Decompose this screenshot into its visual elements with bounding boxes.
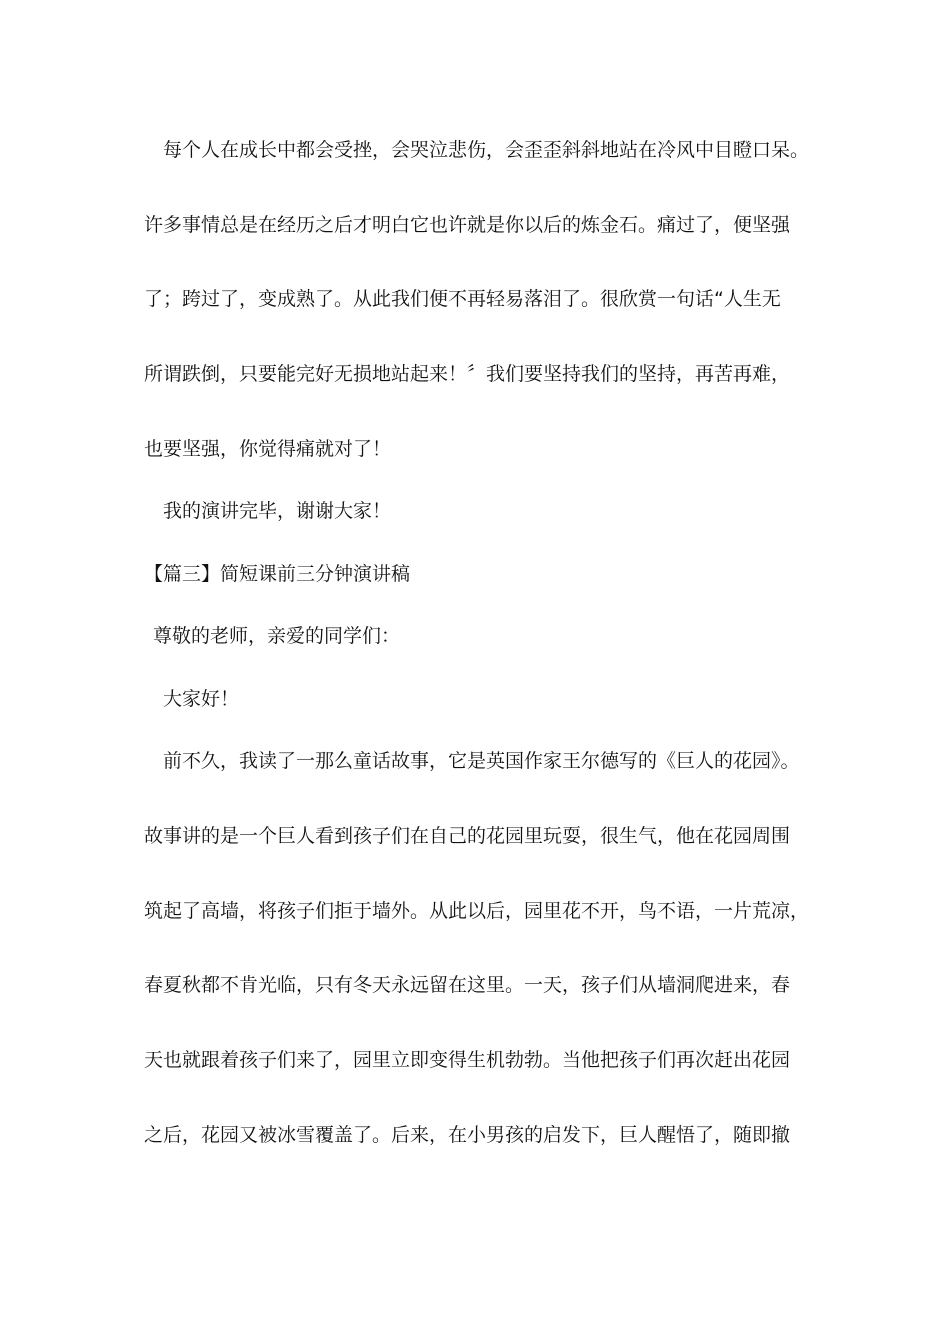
- section-heading: 【篇三】简短课前三分钟演讲稿: [144, 563, 411, 585]
- paragraph-line: 我的演讲完毕，谢谢大家！: [163, 500, 392, 522]
- paragraph-line: 许多事情总是在经历之后才明白它也许就是你以后的炼金石。痛过了，便坚强: [144, 214, 791, 236]
- paragraph-line: 每个人在成长中都会受挫，会哭泣悲伤，会歪歪斜斜地站在冷风中目瞪口呆。: [163, 139, 810, 161]
- paragraph-line: 春夏秋都不肯光临，只有冬天永远留在这里。一天，孩子们从墙洞爬进来，春: [144, 974, 791, 996]
- paragraph-line: 所谓跌倒，只要能完好无损地站起来！〞我们要坚持我们的坚持，再苦再难，: [144, 363, 791, 385]
- greeting-line: 大家好！: [163, 688, 240, 710]
- paragraph-line: 之后，花园又被冰雪覆盖了。后来，在小男孩的启发下，巨人醒悟了，随即撤: [144, 1124, 791, 1146]
- paragraph-line: 了；跨过了，变成熟了。从此我们便不再轻易落泪了。很欣赏一句话“人生无: [144, 288, 781, 310]
- paragraph-line: 故事讲的是一个巨人看到孩子们在自己的花园里玩耍，很生气，他在花园周围: [144, 825, 791, 847]
- paragraph-line: 天也就跟着孩子们来了，园里立即变得生机勃勃。当他把孩子们再次赶出花园: [144, 1049, 791, 1071]
- paragraph-line: 也要坚强，你觉得痛就对了！: [144, 438, 392, 460]
- paragraph-line: 筑起了高墙，将孩子们拒于墙外。从此以后，园里花不开，鸟不语，一片荒凉，: [144, 900, 810, 922]
- salutation-line: 尊敬的老师，亲爱的同学们：: [153, 625, 401, 647]
- paragraph-line: 前不久，我读了一那么童话故事，它是英国作家王尔德写的《巨人的花园》。: [163, 750, 800, 772]
